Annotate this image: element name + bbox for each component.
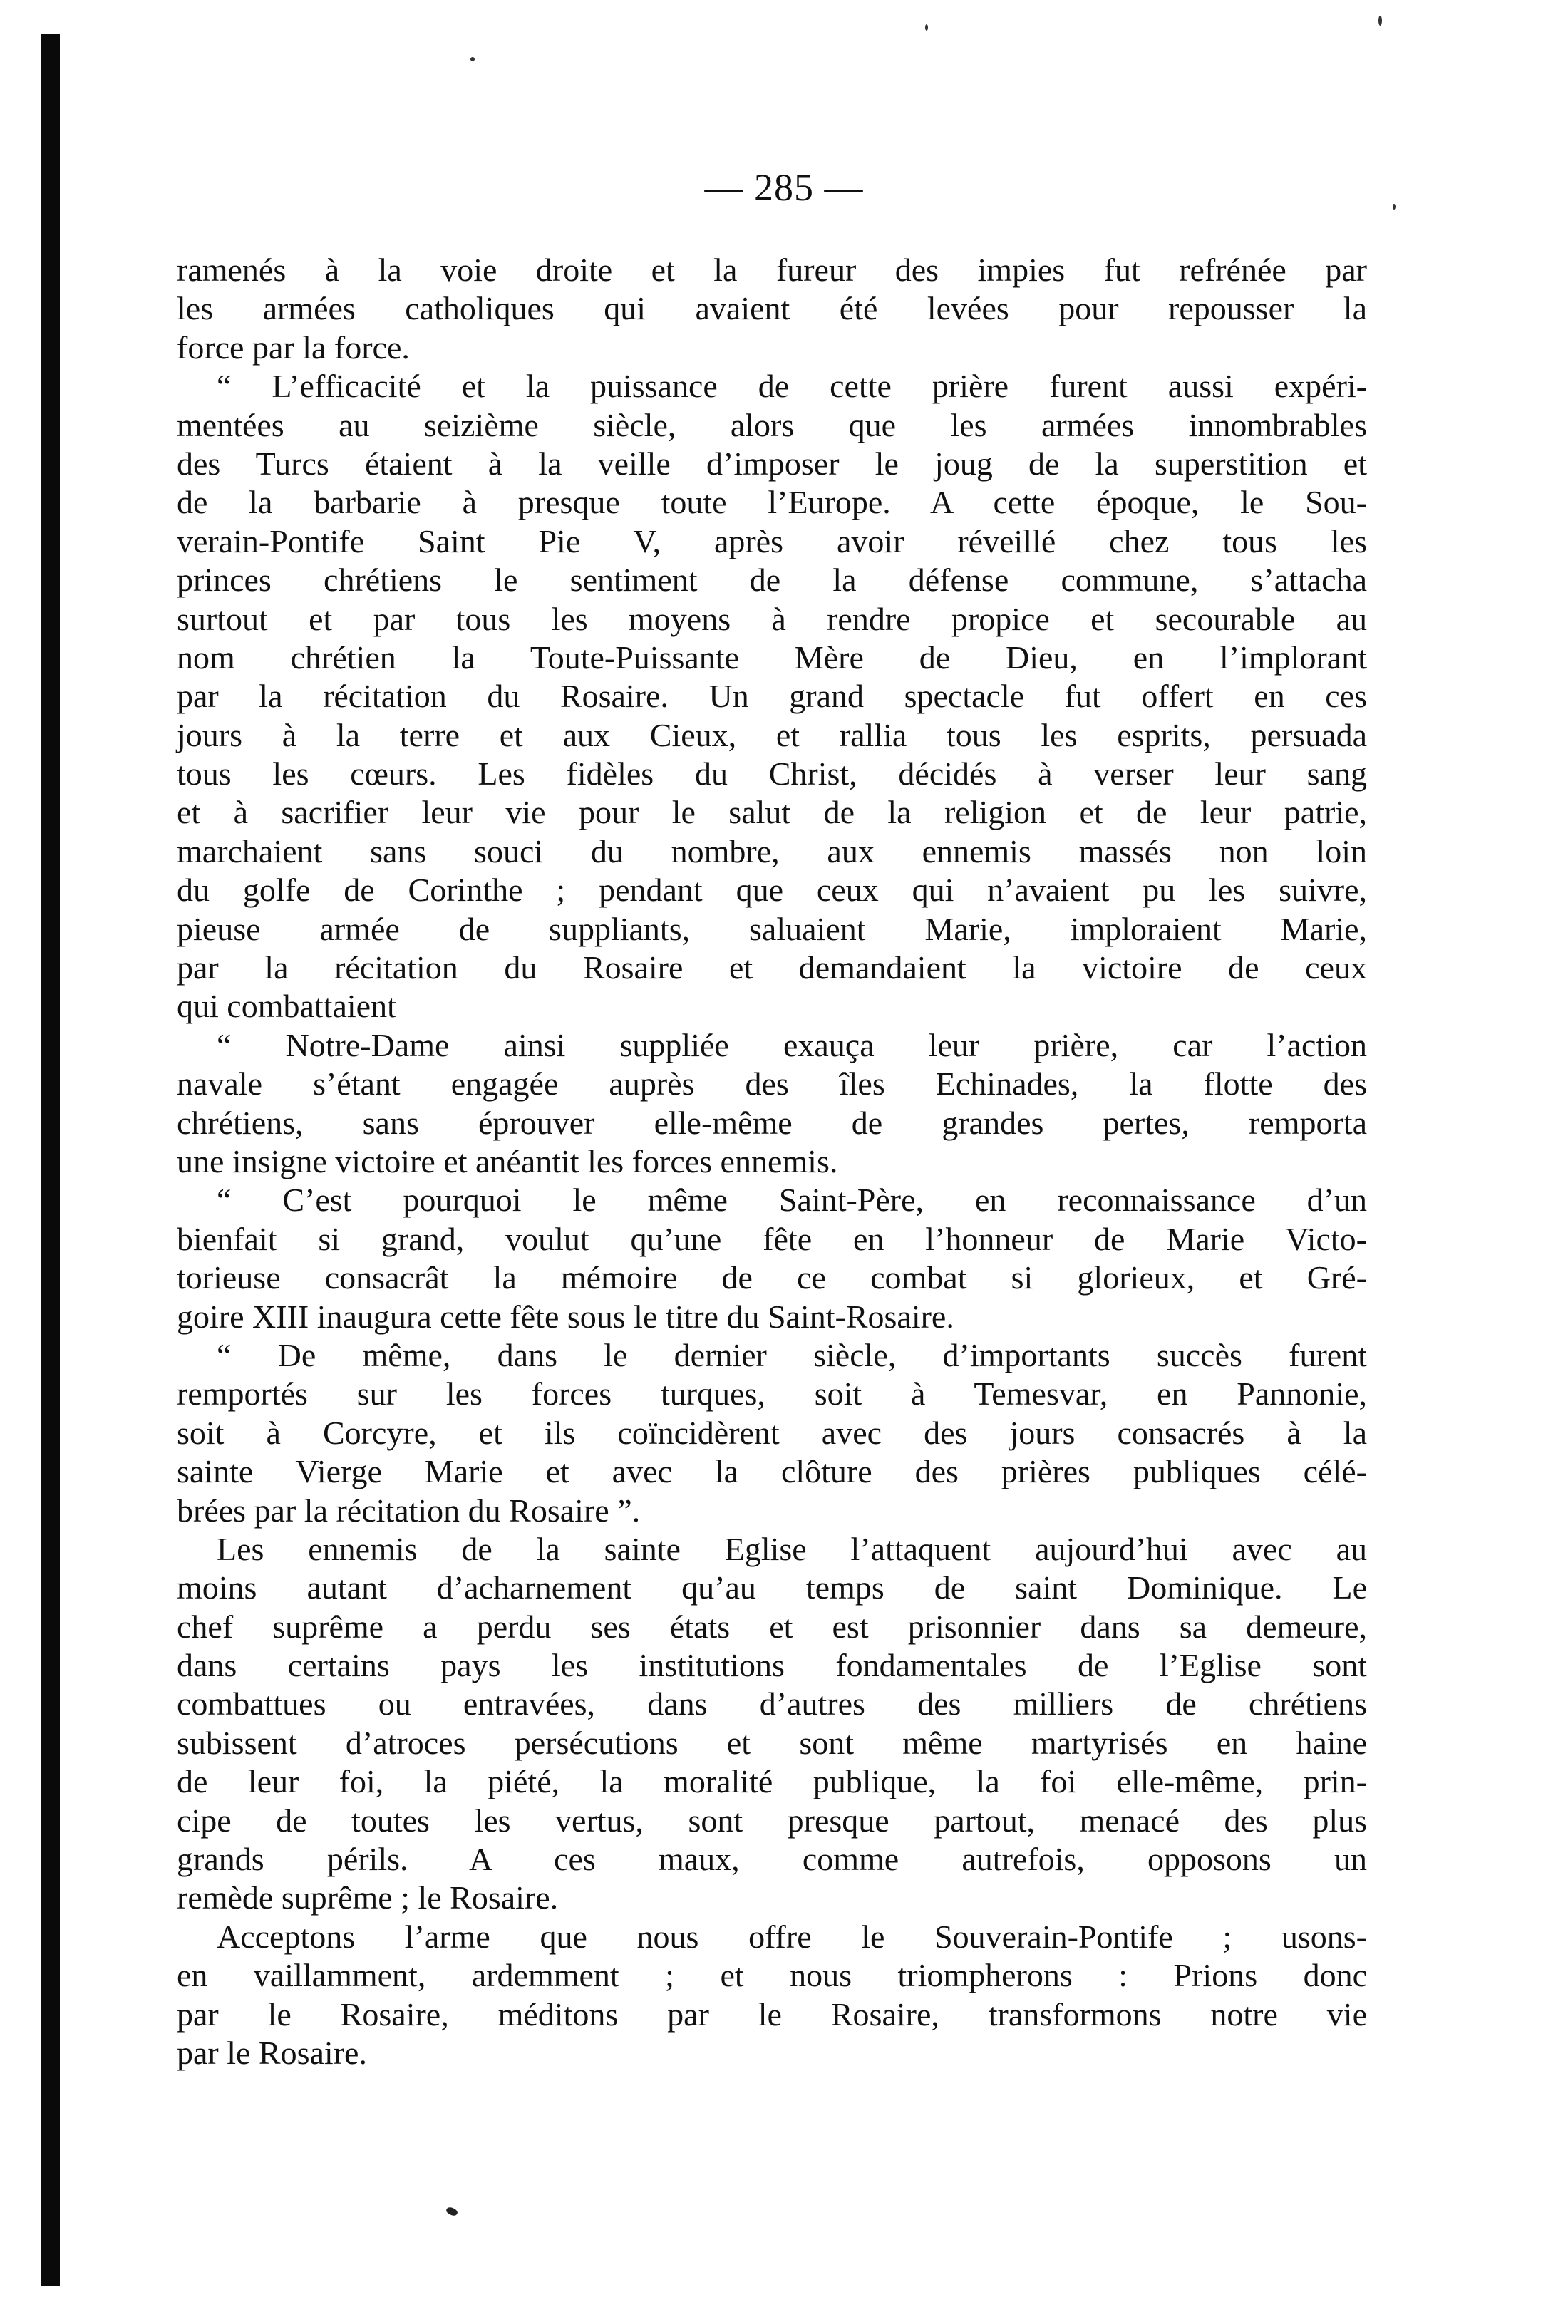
text-line: surtout et par tous les moyens à rendre propice et secourable au: [177, 600, 1367, 637]
text-line: par la récitation du Rosaire. Un grand spectacle fut offert en ces: [177, 678, 1367, 715]
text-line: Acceptons l’arme que nous offre le Souverain-Pontife ; usons-: [217, 1918, 1367, 1955]
text-line: “ De même, dans le dernier siècle, d’importants succès furent: [217, 1336, 1367, 1373]
text-line: moins autant d’acharnement qu’au temps de saint Dominique. Le: [177, 1569, 1367, 1606]
text-line: navale s’étant engagée auprès des îles Echinades, la flotte des: [177, 1065, 1367, 1102]
text-line: dans certains pays les institutions fondamentales de l’Eglise sont: [177, 1647, 1367, 1684]
text-line: nom chrétien la Toute-Puissante Mère de Dieu, en l’implorant: [177, 639, 1367, 676]
text-line: du golfe de Corinthe ; pendant que ceux qui n’avaient pu les suivre,: [177, 872, 1367, 909]
text-line: des Turcs étaient à la veille d’imposer le joug de la superstition et: [177, 445, 1367, 482]
text-line: en vaillamment, ardemment ; et nous triompherons : Prions donc: [177, 1957, 1367, 1994]
page-number: — 285 —: [704, 166, 864, 209]
text-line: chrétiens, sans éprouver elle-même de grandes pertes, remporta: [177, 1104, 1367, 1141]
text-line: de leur foi, la piété, la moralité publique, la foi elle-même, prin-: [177, 1763, 1367, 1800]
text-line: de la barbarie à presque toute l’Europe. A cette époque, le Sou-: [177, 484, 1367, 521]
scan-speck: [925, 24, 928, 31]
body-text: [177, 251, 1367, 2072]
text-line: “ C’est pourquoi le même Saint-Père, en reconnaissance d’un: [217, 1182, 1367, 1219]
text-line: ramenés à la voie droite et la fureur des impies fut refrénée par: [177, 252, 1367, 288]
text-line: mentées au seizième siècle, alors que les armées innombrables: [177, 406, 1367, 443]
text-line: par le Rosaire.: [177, 2034, 367, 2071]
text-line: force par la force.: [177, 329, 410, 366]
ornament-mark: [445, 2206, 459, 2217]
text-line: grands périls. A ces maux, comme autrefois, opposons un: [177, 1841, 1367, 1878]
text-line: torieuse consacrât la mémoire de ce combat si glorieux, et Gré-: [177, 1259, 1367, 1296]
text-line: par la récitation du Rosaire et demandaient la victoire de ceux: [177, 949, 1367, 986]
text-line: marchaient sans souci du nombre, aux ennemis massés non loin: [177, 832, 1367, 869]
text-line: remède suprême ; le Rosaire.: [177, 1879, 559, 1916]
text-line: combattues ou entravées, dans d’autres des milliers de chrétiens: [177, 1685, 1367, 1723]
text-line: cipe de toutes les vertus, sont presque partout, menacé des plus: [177, 1802, 1367, 1839]
text-line: les armées catholiques qui avaient été levées pour repousser la: [177, 290, 1367, 327]
scan-speck: [470, 57, 475, 61]
text-line: remportés sur les forces turques, soit à Temesvar, en Pannonie,: [177, 1375, 1367, 1413]
text-line: jours à la terre et aux Cieux, et rallia tous les esprits, persuada: [177, 716, 1367, 753]
text-line: bienfait si grand, voulut qu’une fête en l’honneur de Marie Victo-: [177, 1220, 1367, 1257]
text-line: une insigne victoire et anéantit les forces ennemis.: [177, 1142, 838, 1179]
text-line: chef suprême a perdu ses états et est prisonnier dans sa demeure,: [177, 1608, 1367, 1645]
text-line: par le Rosaire, méditons par le Rosaire, transformons notre vie: [177, 1995, 1367, 2033]
text-line: Les ennemis de la sainte Eglise l’attaquent aujourd’hui avec au: [217, 1530, 1367, 1567]
binding-edge: [41, 34, 60, 2286]
text-line: qui combattaient: [177, 988, 396, 1025]
text-line: brées par la récitation du Rosaire ”.: [177, 1492, 641, 1529]
text-line: princes chrétiens le sentiment de la défense commune, s’attacha: [177, 562, 1367, 599]
text-line: subissent d’atroces persécutions et sont même martyrisés en haine: [177, 1724, 1367, 1761]
text-line: “ L’efficacité et la puissance de cette prière furent aussi expéri-: [217, 368, 1367, 405]
text-line: goire XIII inaugura cette fête sous le titre du Saint-Rosaire.: [177, 1298, 954, 1335]
text-line: soit à Corcyre, et ils coïncidèrent avec des jours consacrés à la: [177, 1414, 1367, 1451]
text-line: tous les cœurs. Les fidèles du Christ, décidés à verser leur sang: [177, 755, 1367, 792]
text-line: verain-Pontife Saint Pie V, après avoir réveillé chez tous les: [177, 522, 1367, 559]
text-line: et à sacrifier leur vie pour le salut de la religion et de leur patrie,: [177, 794, 1367, 831]
text-line: sainte Vierge Marie et avec la clôture des prières publiques célé-: [177, 1453, 1367, 1490]
text-line: pieuse armée de suppliants, saluaient Marie, imploraient Marie,: [177, 910, 1367, 947]
text-line: “ Notre-Dame ainsi suppliée exauça leur prière, car l’action: [217, 1026, 1367, 1063]
scan-speck: [1378, 16, 1382, 26]
